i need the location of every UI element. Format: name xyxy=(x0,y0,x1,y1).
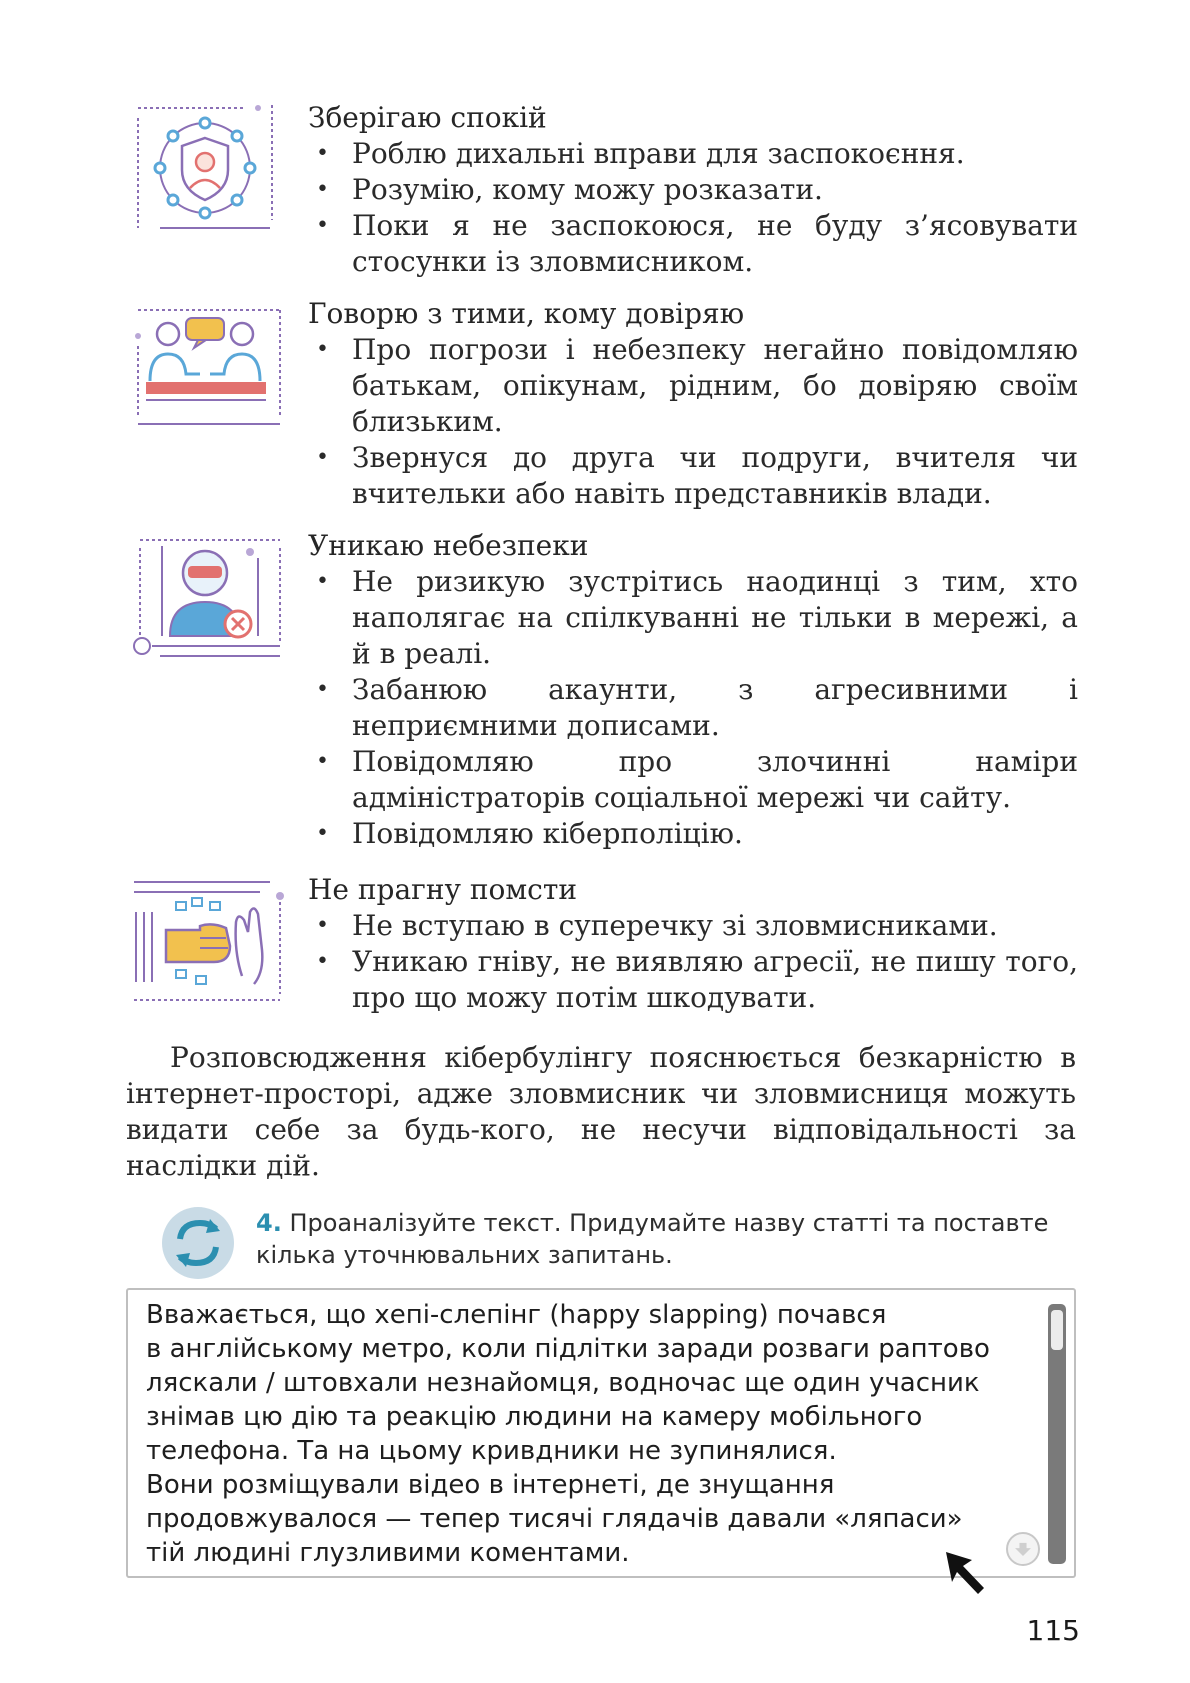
section-content xyxy=(308,100,1078,280)
section-title: Зберігаю спокій xyxy=(308,101,547,134)
list-item: • Поки я не заспокоюся, не буду з’ясовувати стосунки із зловмисником. xyxy=(308,208,1078,280)
section-title: Говорю з тими, кому довіряю xyxy=(308,297,745,330)
task-text: Проаналізуйте текст. Придумайте назву статті та поставте кілька уточнювальних запитань. xyxy=(256,1209,1049,1269)
page-number: 115 xyxy=(1026,1614,1080,1647)
refresh-arrows-icon xyxy=(160,1205,236,1281)
task-number: 4. xyxy=(256,1209,282,1237)
section-title: Уникаю небезпеки xyxy=(308,529,589,562)
list-item: • Не вступаю в суперечку зі зловмисниками. xyxy=(308,908,1078,944)
list-item: • Розумію, кому можу розказати. xyxy=(308,172,1078,208)
textbox-content: Вважається, що хепі-слепінг (happy slapping) почався в англійському метро, коли підлітки заради розваги раптово ляскали / штовхали незнайомця, водночас ще один учасник знімав цю дію та реакцію людини на камеру мобільного телефона. Та на цьому кривдники не зупинялися. Вони розміщували відео в інтернеті, де знущання продовжувалося — тепер тисячі глядачів давали «ляпаси» тій людині глузливими коментами. xyxy=(146,1300,990,1568)
mouse-pointer-icon xyxy=(942,1548,992,1596)
list-item: • Про погрози і небезпеку негайно повідомляю батькам, опікунам, рідним, бо довіряю своїм близьким. xyxy=(308,332,1078,440)
masked-person-icon xyxy=(130,528,290,663)
list-item: • Не ризикую зустрітись наодинці з тим, хто наполягає на спілкуванні не тільки в мережі, а й в реалі. xyxy=(308,564,1078,672)
section-content xyxy=(308,872,1078,1016)
task-block xyxy=(160,1205,1080,1285)
task-instruction xyxy=(256,1207,1086,1271)
list-item: • Забанюю акаунти, з агресивними і неприємними дописами. xyxy=(308,672,1078,744)
bullet-list xyxy=(308,564,1078,852)
text-box[interactable] xyxy=(126,1288,1076,1578)
scrollbar[interactable] xyxy=(1048,1304,1066,1564)
bullet-list xyxy=(308,136,1078,280)
list-item: • Уникаю гніву, не виявляю агресії, не пишу того, про що можу потім шкодувати. xyxy=(308,944,1078,1016)
list-item: • Повідомляю про злочинні наміри адміністраторів соціальної мережі чи сайту. xyxy=(308,744,1078,816)
list-item: • Повідомляю кіберполіцію. xyxy=(308,816,1078,852)
fist-stop-hand-icon xyxy=(130,872,290,1007)
list-item: • Звернуся до друга чи подруги, вчителя чи вчительки або навіть представників влади. xyxy=(308,440,1078,512)
scroll-thumb[interactable] xyxy=(1051,1310,1063,1350)
section-content xyxy=(308,296,1078,512)
list-item: • Роблю дихальні вправи для заспокоєння. xyxy=(308,136,1078,172)
conversation-icon xyxy=(130,296,290,431)
scroll-down-icon[interactable] xyxy=(1006,1532,1040,1566)
shield-person-icon xyxy=(130,100,290,235)
section-content xyxy=(308,528,1078,852)
bullet-list xyxy=(308,332,1078,512)
body-paragraph: Розповсюдження кібербулінгу пояснюється безкарністю в інтернет-просторі, адже зловмисник чи зловмисниця можуть видати себе за будь-кого, не несучи відповідальності за наслідки дій. xyxy=(126,1041,1076,1182)
section-title: Не прагну помсти xyxy=(308,873,578,906)
bullet-list xyxy=(308,908,1078,1016)
